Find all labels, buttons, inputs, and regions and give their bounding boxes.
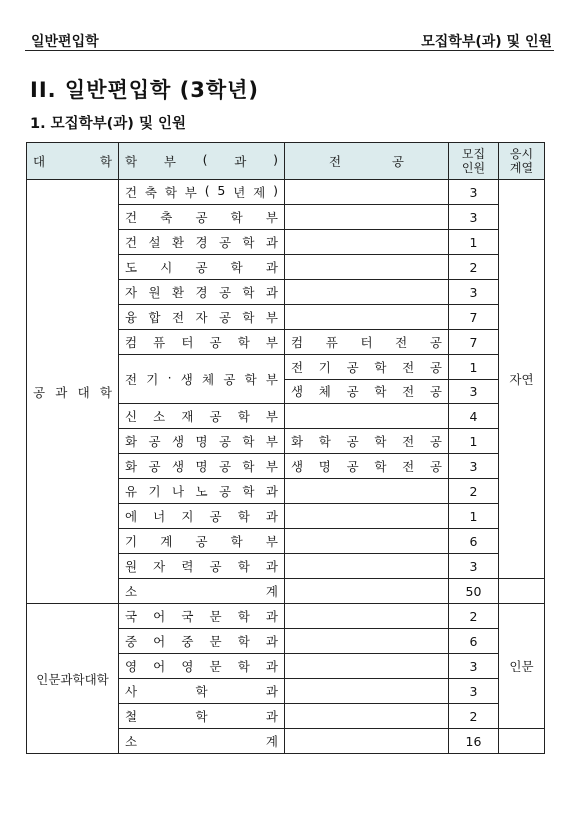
major-cell xyxy=(285,230,449,255)
dept-cell xyxy=(119,504,285,529)
major-cell xyxy=(285,280,449,305)
dept-cell xyxy=(119,180,285,205)
quota-value: 2 xyxy=(469,483,478,499)
section-title: II. 일반편입학 (3학년) xyxy=(30,78,260,102)
major-cell xyxy=(285,729,449,754)
dept-cell xyxy=(119,454,285,479)
dept-cell xyxy=(119,729,285,754)
dept-cell xyxy=(119,230,285,255)
dept-name: 건 설 환 경 공 학 과 xyxy=(125,235,278,250)
dept-name: 영 어 영 문 학 과 xyxy=(125,659,278,674)
field-value: 인문 xyxy=(509,659,534,674)
dept-name: 화 공 생 명 공 학 부 xyxy=(125,434,278,449)
quota-value: 6 xyxy=(469,533,478,549)
subtotal-value: 16 xyxy=(465,733,482,749)
quota-value: 1 xyxy=(469,359,478,375)
quota-value: 3 xyxy=(469,458,478,474)
section-subtitle: 1. 모집학부(과) 및 인원 xyxy=(30,116,187,132)
major-cell xyxy=(285,704,449,729)
quota-cell xyxy=(449,330,499,355)
quota-cell xyxy=(449,729,499,754)
quota-value: 1 xyxy=(469,433,478,449)
quota-value: 3 xyxy=(449,379,498,403)
field-value: 자연 xyxy=(509,372,534,387)
dept-name: 원 자 력 공 학 과 xyxy=(125,559,278,574)
major-cell xyxy=(285,355,449,404)
quota-cell xyxy=(449,704,499,729)
dept-name: 신 소 재 공 학 부 xyxy=(125,409,278,424)
quota-cell xyxy=(449,629,499,654)
quota-value: 7 xyxy=(469,309,478,325)
major-cell xyxy=(285,629,449,654)
dept-cell xyxy=(119,629,285,654)
dept-cell xyxy=(119,479,285,504)
dept-name: 유 기 나 노 공 학 과 xyxy=(125,484,278,499)
header-field: 응시 계열 xyxy=(499,143,545,180)
dept-name: 화 공 생 명 공 학 부 xyxy=(125,459,278,474)
major-name: 화 학 공 학 전 공 xyxy=(291,434,442,449)
major-cell xyxy=(285,479,449,504)
dept-name: 기 계 공 학 부 xyxy=(125,534,278,549)
quota-cell xyxy=(449,180,499,205)
header-college: 대 학 xyxy=(27,143,119,180)
dept-cell xyxy=(119,355,285,404)
dept-cell xyxy=(119,330,285,355)
quota-cell xyxy=(449,429,499,454)
header-quota: 모집 인원 xyxy=(449,143,499,180)
major-cell xyxy=(285,529,449,554)
field-cell-empty xyxy=(499,729,545,754)
dept-name: 융 합 전 자 공 학 부 xyxy=(125,310,278,325)
quota-cell xyxy=(449,654,499,679)
quota-value: 1 xyxy=(469,508,478,524)
dept-name: 컴 퓨 터 공 학 부 xyxy=(125,335,278,350)
dept-cell xyxy=(119,654,285,679)
quota-value: 3 xyxy=(469,683,478,699)
dept-cell xyxy=(119,429,285,454)
subtotal-label: 소 계 xyxy=(125,584,278,599)
dept-name: 전 기 · 생 체 공 학 부 xyxy=(125,370,278,387)
major-name: 생 명 공 학 전 공 xyxy=(291,459,442,474)
quota-cell xyxy=(449,604,499,629)
dept-name: 에 너 지 공 학 과 xyxy=(125,509,278,524)
college-cell xyxy=(27,180,119,604)
quota-cell xyxy=(449,355,499,404)
major-cell xyxy=(285,679,449,704)
major-cell xyxy=(285,504,449,529)
quota-cell xyxy=(449,554,499,579)
major-cell xyxy=(285,180,449,205)
quota-value: 7 xyxy=(469,334,478,350)
quota-cell xyxy=(449,230,499,255)
dept-cell xyxy=(119,280,285,305)
header-right: 모집학부(과) 및 인원 xyxy=(421,34,552,50)
college-name: 인 문 과 학 대 학 xyxy=(36,671,109,687)
quota-cell xyxy=(449,529,499,554)
dept-name: 철 학 과 xyxy=(125,709,278,724)
major-name: 컴 퓨 터 전 공 xyxy=(291,335,442,350)
quota-cell xyxy=(449,479,499,504)
major-cell xyxy=(285,454,449,479)
major-cell xyxy=(285,554,449,579)
quota-cell xyxy=(449,579,499,604)
dept-name: 도 시 공 학 과 xyxy=(125,260,278,275)
major-cell xyxy=(285,429,449,454)
dept-name: 건 축 학 부 ( 5 년 제 ) xyxy=(125,183,278,200)
dept-name: 국 어 국 문 학 과 xyxy=(125,609,278,624)
quota-value: 4 xyxy=(469,408,478,424)
dept-cell xyxy=(119,529,285,554)
college-name: 공 과 대 학 xyxy=(33,384,112,400)
dept-cell xyxy=(119,255,285,280)
dept-cell xyxy=(119,679,285,704)
dept-cell xyxy=(119,205,285,230)
dept-cell xyxy=(119,604,285,629)
major-cell xyxy=(285,305,449,330)
quota-cell xyxy=(449,404,499,429)
field-cell xyxy=(499,604,545,729)
quota-value: 3 xyxy=(469,558,478,574)
dept-name: 중 어 중 문 학 과 xyxy=(125,634,278,649)
quota-value: 6 xyxy=(469,633,478,649)
field-cell-empty xyxy=(499,579,545,604)
quota-cell xyxy=(449,280,499,305)
header-left: 일반편입학 xyxy=(31,34,99,50)
major-cell xyxy=(285,604,449,629)
dept-cell xyxy=(119,404,285,429)
major-cell xyxy=(285,255,449,280)
quota-value: 3 xyxy=(469,284,478,300)
quota-cell xyxy=(449,679,499,704)
table-header-row xyxy=(27,143,545,180)
quota-value: 2 xyxy=(469,259,478,275)
table-row xyxy=(27,180,545,205)
header-major: 전 공 xyxy=(285,143,449,180)
quota-value: 3 xyxy=(469,209,478,225)
subtotal-value: 50 xyxy=(465,583,482,599)
dept-cell xyxy=(119,554,285,579)
dept-name: 자 원 환 경 공 학 과 xyxy=(125,285,278,300)
quota-value: 3 xyxy=(469,658,478,674)
major-cell xyxy=(285,404,449,429)
quota-cell xyxy=(449,504,499,529)
dept-name: 사 학 과 xyxy=(125,684,278,699)
quota-value: 2 xyxy=(469,708,478,724)
major-cell xyxy=(285,205,449,230)
dept-cell xyxy=(119,579,285,604)
subtotal-label: 소 계 xyxy=(125,734,278,749)
quota-cell xyxy=(449,205,499,230)
quota-cell xyxy=(449,454,499,479)
quota-value: 2 xyxy=(469,608,478,624)
quota-value: 1 xyxy=(469,234,478,250)
quota-cell xyxy=(449,255,499,280)
quota-cell xyxy=(449,305,499,330)
quota-table xyxy=(26,142,545,754)
college-cell xyxy=(27,604,119,754)
dept-cell xyxy=(119,305,285,330)
header-dept: 학 부 ( 과 ) xyxy=(119,143,285,180)
page-header xyxy=(25,30,554,51)
major-cell xyxy=(285,579,449,604)
table-row xyxy=(27,604,545,629)
field-cell xyxy=(499,180,545,579)
major-cell xyxy=(285,330,449,355)
dept-cell xyxy=(119,704,285,729)
quota-value: 3 xyxy=(469,184,478,200)
major-name: 전 기 공 학 전 공 xyxy=(291,360,442,375)
major-cell xyxy=(285,654,449,679)
dept-name: 건 축 공 학 부 xyxy=(125,210,278,225)
major-name: 생 체 공 학 전 공 xyxy=(285,379,448,403)
